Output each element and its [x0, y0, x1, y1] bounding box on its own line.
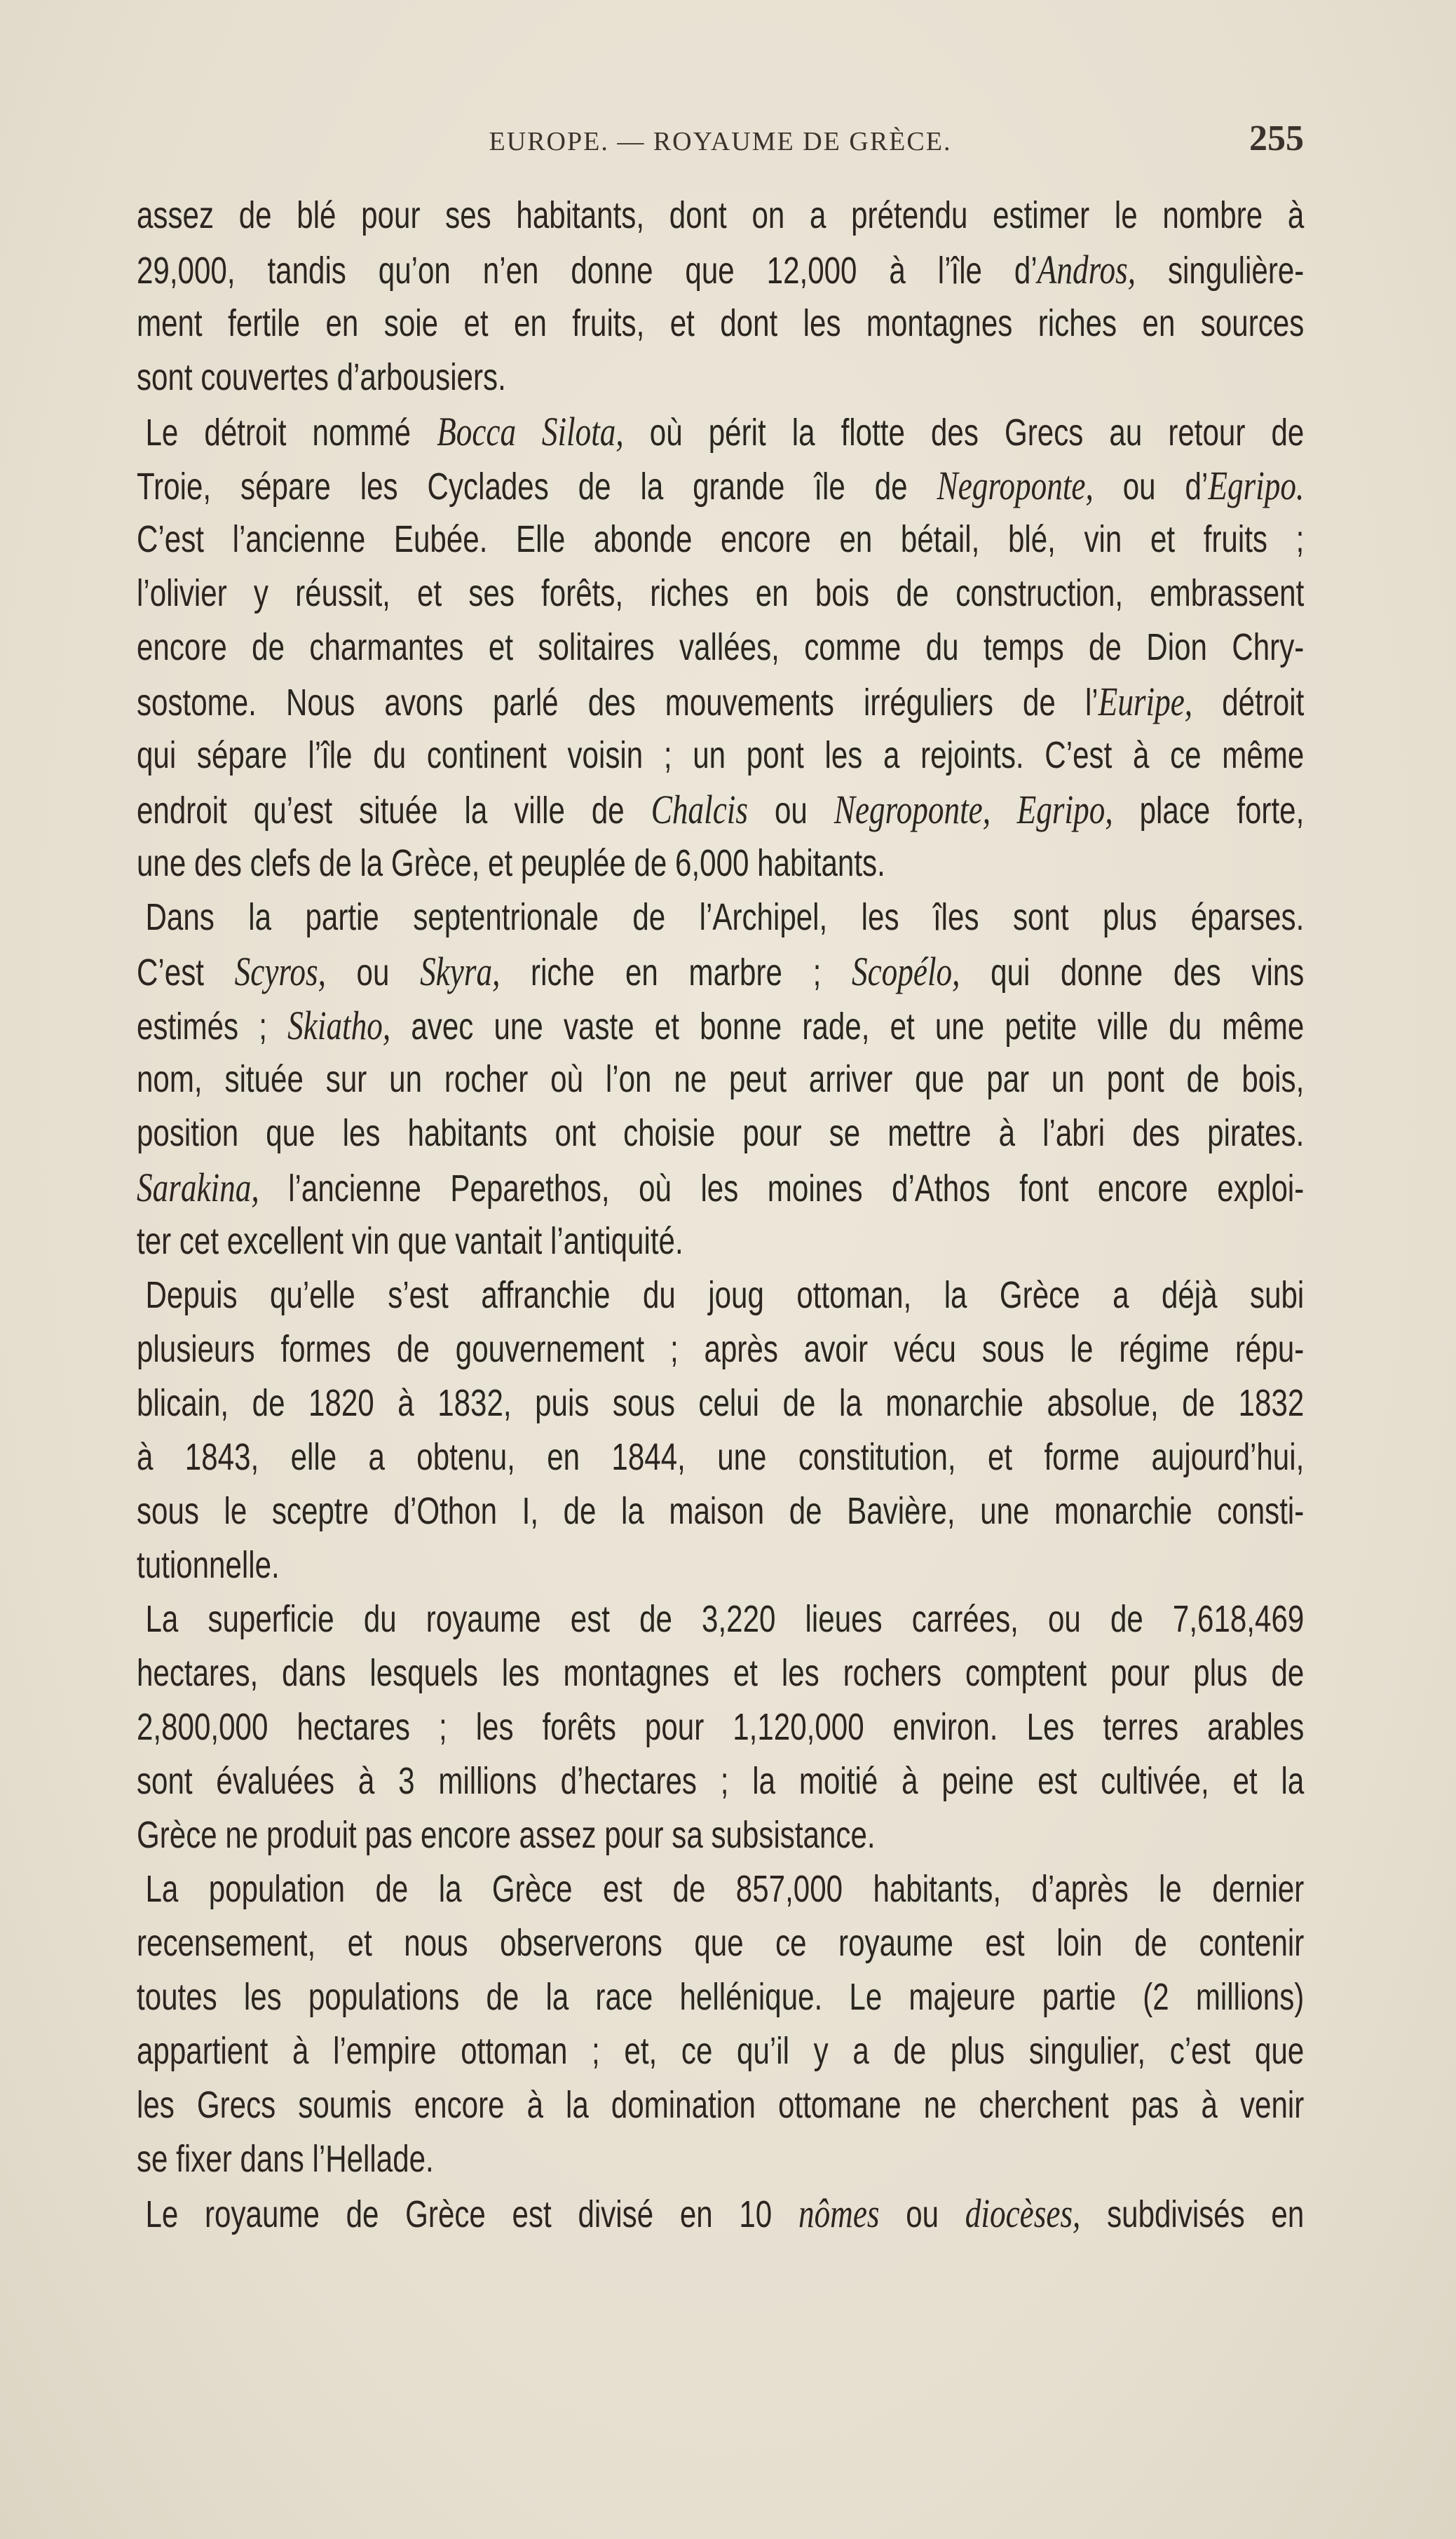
text-run: l’olivier y réussit, et ses forêts, riches en bois de construction, embrassent: [137, 572, 1305, 614]
running-title: EUROPE. — ROYAUME DE GRÈCE.: [489, 127, 952, 156]
text-run: La population de la Grèce est de 857,000 habitants, d’après le dernier: [145, 1868, 1305, 1910]
text-line: [137, 621, 1304, 675]
text-run: nom, située sur un rocher où l’on ne peut arriver que par un pont de bois,: [137, 1058, 1305, 1100]
text-run: les Grecs soumis encore à la domination ottomane ne cherchent pas à venir: [137, 2084, 1305, 2126]
text-run: se fixer dans l’Hellade.: [137, 2138, 434, 2180]
paragraph: [137, 2186, 1304, 2240]
text-run: Le détroit nommé: [145, 412, 437, 454]
text-run: Troie, sépare les Cyclades de la grande île de: [137, 466, 937, 508]
text-run: ter cet excellent vin que vantait l’antiquité.: [137, 1220, 683, 1262]
text-run: Depuis qu’elle s’est affranchie du joug ottoman, la Grèce a déjà subi: [145, 1274, 1305, 1316]
text-run: Dans la partie septentrionale de l’Archipel, les îles sont plus éparses.: [145, 896, 1305, 938]
text-run: sostome. Nous avons parlé des mouvements irréguliers de l’: [137, 682, 1098, 724]
text-line: [137, 1808, 1304, 1862]
text-run: 2,800,000 hectares ; les forêts pour 1,120,000 environ. Les terres arables: [137, 1706, 1305, 1748]
text-run: plusieurs formes de gouvernement ; après avoir vécu sous le régime répu-: [137, 1328, 1305, 1370]
italic-place-name: nômes: [798, 2191, 880, 2236]
text-line: [137, 243, 1304, 297]
text-run: sont couvertes d’arbousiers.: [137, 356, 506, 398]
text-line: [137, 567, 1304, 621]
text-line: [137, 2078, 1304, 2132]
text-line: [137, 2132, 1304, 2186]
paragraph: [137, 891, 1304, 1268]
text-line: [137, 1430, 1304, 1484]
text-line: [137, 405, 1304, 459]
text-line: [137, 1268, 1304, 1322]
text-line: [137, 729, 1304, 783]
text-line: [137, 513, 1304, 567]
text-run: ou d’: [1093, 466, 1209, 508]
text-run: hectares, dans lesquels les montagnes et les rochers comptent pour plus de: [137, 1652, 1305, 1694]
text-run: subdivisés en: [1080, 2193, 1305, 2235]
text-run: ou: [747, 790, 834, 832]
text-line: [137, 944, 1304, 998]
italic-place-name: Scyros,: [234, 949, 326, 994]
paragraph: [137, 189, 1304, 405]
text-run: position que les habitants ont choisie pour se mettre à l’abri des pirates.: [137, 1112, 1305, 1154]
text-line: [137, 1646, 1304, 1700]
text-line: [137, 837, 1304, 891]
paragraph: [137, 1592, 1304, 1862]
text-column: [137, 189, 1304, 2240]
text-run: une des clefs de la Grèce, et peuplée de 6,000 habitants.: [137, 842, 885, 884]
text-line: [137, 1700, 1304, 1754]
italic-place-name: Euripe,: [1098, 679, 1193, 724]
paragraph: [137, 405, 1304, 891]
text-line: [137, 2186, 1304, 2240]
text-line: [137, 675, 1304, 729]
page-number: 255: [1249, 119, 1304, 158]
text-line: [137, 1862, 1304, 1916]
paragraph: [137, 1268, 1304, 1592]
text-run: assez de blé pour ses habitants, dont on a prétendu estimer le nombre à: [137, 194, 1305, 236]
page-header: [137, 118, 1304, 167]
text-run: sous le sceptre d’Othon I, de la maison de Bavière, une monarchie consti-: [137, 1490, 1305, 1532]
text-run: Grèce ne produit pas encore assez pour sa subsistance.: [137, 1814, 876, 1856]
text-line: [137, 1916, 1304, 1970]
text-run: ment fertile en soie et en fruits, et dont les montagnes riches en sources: [137, 302, 1305, 344]
text-run: endroit qu’est située la ville de: [137, 790, 651, 832]
italic-place-name: Sarakina,: [137, 1165, 259, 1210]
text-line: [137, 1376, 1304, 1430]
text-line: [137, 1052, 1304, 1106]
text-run: qui sépare l’île du continent voisin ; un pont les a rejoints. C’est à ce même: [137, 734, 1305, 776]
text-run: avec une vaste et bonne rade, et une petite ville du même: [390, 1006, 1305, 1048]
text-run: détroit: [1192, 682, 1305, 724]
italic-place-name: Andros,: [1037, 247, 1136, 292]
text-run: toutes les populations de la race hellénique. Le majeure partie (2 millions): [137, 1976, 1305, 2018]
italic-place-name: Skiatho,: [287, 1003, 391, 1048]
italic-place-name: Skyra,: [420, 949, 501, 994]
italic-place-name: diocèses,: [965, 2191, 1081, 2236]
text-run: ou: [879, 2193, 965, 2235]
italic-place-name: Scopélo,: [851, 949, 960, 994]
text-run: appartient à l’empire ottoman ; et, ce qu’il y a de plus singulier, c’est que: [137, 2030, 1305, 2072]
text-run: l’ancienne Peparethos, où les moines d’Athos font encore exploi-: [259, 1167, 1305, 1210]
text-line: [137, 297, 1304, 351]
text-line: [137, 1754, 1304, 1808]
text-run: ou: [325, 952, 421, 994]
text-line: [137, 189, 1304, 243]
text-line: [137, 1484, 1304, 1538]
text-run: C’est: [137, 952, 235, 994]
text-run: tutionnelle.: [137, 1544, 280, 1586]
text-run: recensement, et nous observerons que ce royaume est loin de contenir: [137, 1922, 1305, 1964]
text-run: singulière-: [1136, 250, 1305, 292]
text-line: [137, 351, 1304, 405]
text-run: blicain, de 1820 à 1832, puis sous celui de la monarchie absolue, de 1832: [137, 1382, 1305, 1424]
text-run: 29,000, tandis qu’on n’en donne que 12,000 à l’île d’: [137, 250, 1037, 292]
text-run: Le royaume de Grèce est divisé en 10: [145, 2193, 798, 2235]
text-run: à 1843, elle a obtenu, en 1844, une constitution, et forme aujourd’hui,: [137, 1436, 1305, 1478]
text-line: [137, 1970, 1304, 2024]
text-run: où périt la flotte des Grecs au retour de: [623, 412, 1305, 454]
text-line: [137, 1322, 1304, 1376]
text-run: qui donne des vins: [960, 952, 1305, 994]
text-line: [137, 1538, 1304, 1592]
text-run: La superficie du royaume est de 3,220 lieues carrées, ou de 7,618,469: [145, 1598, 1305, 1640]
italic-place-name: Bocca Silota,: [437, 409, 624, 454]
text-line: [137, 459, 1304, 513]
text-line: [137, 998, 1304, 1052]
text-run: C’est l’ancienne Eubée. Elle abonde encore en bétail, blé, vin et fruits ;: [137, 518, 1305, 560]
italic-place-name: Chalcis: [651, 787, 748, 832]
italic-place-name: Egripo.: [1208, 463, 1305, 508]
text-line: [137, 2024, 1304, 2078]
text-line: [137, 891, 1304, 944]
paragraph: [137, 1862, 1304, 2186]
italic-place-name: Negroponte, Egripo,: [834, 787, 1113, 832]
italic-place-name: Negroponte,: [937, 463, 1094, 508]
text-run: riche en marbre ;: [500, 952, 852, 994]
text-line: [137, 1214, 1304, 1268]
text-line: [137, 1106, 1304, 1160]
text-run: encore de charmantes et solitaires vallées, comme du temps de Dion Chry-: [137, 626, 1305, 668]
text-line: [137, 783, 1304, 837]
text-line: [137, 1160, 1304, 1214]
text-run: estimés ;: [137, 1006, 288, 1048]
text-run: sont évaluées à 3 millions d’hectares ; la moitié à peine est cultivée, et la: [137, 1760, 1305, 1802]
text-line: [137, 1592, 1304, 1646]
text-run: place forte,: [1113, 790, 1305, 832]
